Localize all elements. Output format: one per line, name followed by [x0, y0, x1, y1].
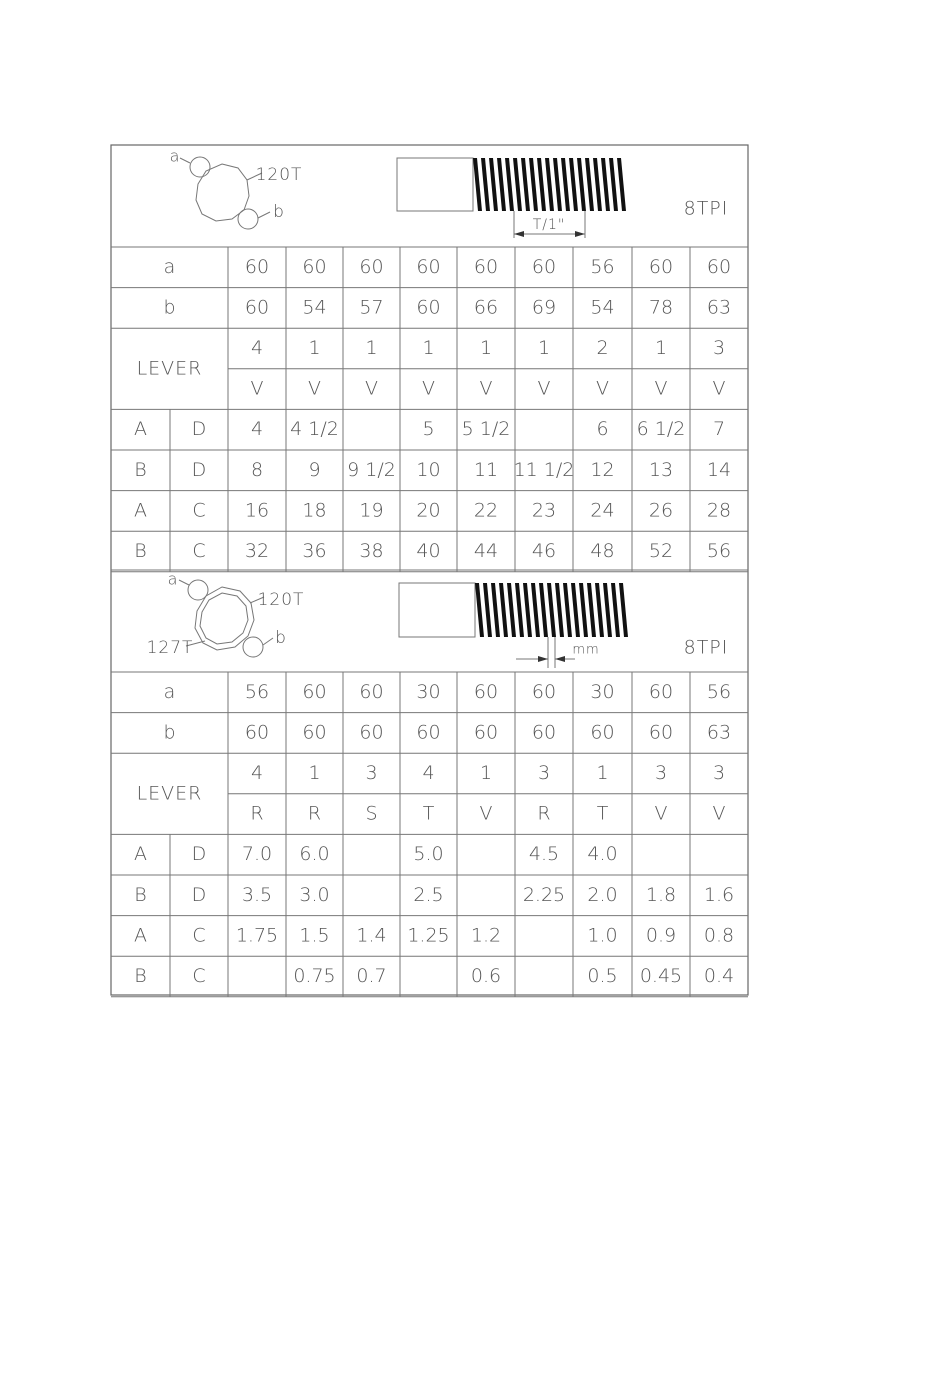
feed-selector-label: D: [191, 883, 207, 906]
pitch-value: 9: [308, 458, 321, 481]
lever-letter-value: T: [422, 802, 435, 825]
gear-b-value: 60: [359, 721, 384, 744]
gear-b-value: 63: [706, 296, 732, 319]
lever-letter-value: V: [479, 802, 493, 825]
lever-number-value: 2: [596, 337, 609, 359]
feed-selector-label: A: [134, 843, 147, 866]
lever-number-value: 4: [422, 762, 435, 784]
pitch-value: 0.6: [470, 965, 502, 987]
pitch-value: 19: [359, 499, 384, 522]
pitch-value: 20: [416, 499, 441, 522]
feed-selector-label: C: [192, 924, 206, 947]
feed-selector-label: D: [191, 843, 207, 866]
gear-b-value: 54: [302, 296, 327, 319]
gear-a-value: 56: [590, 255, 615, 278]
pitch-value: 1.5: [299, 924, 330, 947]
feed-selector-label: D: [191, 458, 207, 481]
gear-120t-label: 120T: [257, 590, 305, 610]
pitch-value: 1.4: [356, 924, 387, 947]
lever-letter-value: V: [596, 377, 609, 400]
pitch-value: 4.0: [587, 843, 618, 866]
lever-letter-value: V: [537, 377, 551, 400]
pitch-value: 0.4: [703, 965, 735, 987]
section-2-header: [147, 570, 729, 669]
lever-letter-value: R: [537, 802, 551, 825]
pitch-value: 0.9: [645, 924, 677, 947]
gear-b-value: 66: [473, 296, 499, 319]
gear-b-value: 60: [531, 721, 557, 744]
gear-b-value: 60: [244, 296, 270, 319]
pitch-value: 32: [244, 540, 270, 562]
pitch-value: 0.5: [587, 965, 618, 987]
gear-a-value: 60: [302, 255, 327, 278]
feed-selector-label: A: [134, 499, 147, 522]
pitch-value: 4: [250, 418, 264, 441]
pitch-value: 6.0: [299, 843, 330, 866]
lever-letter-value: V: [422, 377, 435, 400]
thread-diagram: [397, 158, 626, 238]
gear-a-value: 60: [648, 680, 674, 703]
pitch-value: 28: [706, 499, 732, 522]
gear-a-value: 60: [473, 680, 499, 703]
feed-selector-label: C: [192, 965, 206, 987]
pitch-value: 2.5: [413, 883, 444, 906]
tpi-label: 8TPI: [683, 197, 729, 220]
lever-number-value: 1: [537, 337, 551, 359]
arrow-right-icon: [575, 231, 585, 237]
gear-a-value: 30: [590, 680, 615, 703]
gear-a-value: 60: [244, 255, 270, 278]
lever-number-value: 1: [308, 337, 321, 359]
pitch-value: 12: [590, 458, 615, 481]
row-label-b: b: [163, 721, 176, 744]
lever-number-value: 1: [479, 762, 493, 784]
lever-letter-value: V: [654, 802, 668, 825]
feed-selector-label: C: [192, 540, 206, 562]
pitch-value: 56: [706, 540, 732, 562]
lever-letter-value: V: [654, 377, 668, 400]
section-1-header: [170, 147, 729, 239]
arrow-left-icon: [514, 231, 524, 237]
gear-b-icon: [238, 209, 258, 229]
pitch-value: 24: [590, 499, 615, 522]
pitch-value: 0.75: [293, 965, 336, 987]
pitch-value: 14: [706, 458, 732, 481]
pitch-value: 7: [712, 418, 726, 441]
gear-a-value: 60: [359, 680, 384, 703]
pitch-value: 3.0: [299, 883, 330, 906]
gear-b-label: b: [275, 628, 287, 648]
pitch-value: 16: [244, 499, 270, 522]
gear-a-icon: [190, 157, 210, 177]
feed-selector-label: A: [134, 924, 147, 947]
lever-letter-value: V: [365, 377, 378, 400]
lever-number-value: 1: [479, 337, 493, 359]
gear-tables: [111, 247, 748, 997]
row-label-a: a: [163, 255, 176, 278]
pitch-value: 52: [648, 540, 674, 562]
gear-a-value: 60: [302, 680, 327, 703]
pitch-value: 1.8: [645, 883, 677, 906]
lever-letter-value: R: [250, 802, 264, 825]
pitch-value: 5.0: [413, 843, 444, 866]
feed-selector-label: B: [134, 540, 147, 562]
pitch-value: 26: [648, 499, 674, 522]
gear-127t-icon: [200, 593, 248, 644]
arrow-left-icon: [555, 656, 565, 662]
pitch-value: 0.45: [639, 965, 683, 987]
gear-a-label: a: [169, 146, 181, 166]
gear-b-value: 60: [473, 721, 499, 744]
pitch-value: 22: [473, 499, 499, 522]
gear-b-value: 63: [706, 721, 732, 744]
pitch-value: 10: [416, 458, 441, 481]
pitch-value: 4 1/2: [290, 418, 339, 441]
pitch-value: 23: [531, 499, 557, 522]
lever-letter-value: V: [250, 377, 264, 400]
gear-train-diagram: [170, 147, 303, 230]
gear-a-value: 60: [416, 255, 441, 278]
pitch-value: 2.25: [522, 883, 566, 906]
gear-b-value: 57: [359, 296, 384, 319]
lever-number-value: 1: [596, 762, 609, 784]
lever-number-value: 1: [308, 762, 321, 784]
pitch-value: 11: [473, 458, 499, 481]
pitch-value: 7.0: [241, 843, 273, 866]
lever-number-value: 1: [365, 337, 378, 359]
pitch-value: 8: [250, 458, 264, 481]
gear-b-value: 60: [648, 721, 674, 744]
row-label-lever: LEVER: [136, 357, 203, 380]
arrow-right-icon: [538, 656, 548, 662]
lever-number-value: 3: [654, 762, 668, 784]
pitch-value: 1.0: [587, 924, 618, 947]
gear-b-value: 69: [531, 296, 557, 319]
pitch-value: 13: [648, 458, 674, 481]
pitch-value: 5 1/2: [461, 418, 511, 441]
lever-number-value: 3: [712, 762, 726, 784]
lever-number-value: 1: [422, 337, 435, 359]
gear-a-value: 56: [706, 680, 732, 703]
lever-letter-value: R: [307, 802, 322, 825]
pitch-value: 5: [422, 418, 435, 441]
pitch-value: 4.5: [528, 843, 560, 866]
gear-b-label: b: [273, 202, 285, 222]
gear-b-value: 60: [416, 296, 441, 319]
pitch-value: 6 1/2: [636, 418, 686, 441]
thread-diagram: [399, 583, 628, 668]
gear-a-value: 56: [244, 680, 270, 703]
lever-letter-value: V: [712, 802, 726, 825]
row-label-a: a: [163, 680, 176, 703]
tpi-label: 8TPI: [683, 636, 729, 659]
lever-letter-value: V: [712, 377, 726, 400]
lever-number-value: 1: [654, 337, 668, 359]
pitch-value: 3.5: [241, 883, 273, 906]
pitch-value: 11 1/2: [513, 458, 575, 481]
gear-a-value: 60: [359, 255, 384, 278]
lever-number-value: 4: [250, 337, 264, 359]
feed-selector-label: B: [134, 883, 147, 906]
feed-selector-label: B: [134, 458, 147, 481]
gear-b-value: 54: [590, 296, 615, 319]
gear-b-value: 60: [302, 721, 327, 744]
row-label-lever: LEVER: [136, 782, 203, 805]
gear-120t-label: 120T: [255, 165, 303, 185]
feed-selector-label: D: [191, 418, 207, 441]
pitch-value: 46: [531, 540, 557, 562]
pitch-value: 1.6: [703, 883, 735, 906]
gear-b-value: 60: [244, 721, 270, 744]
pitch-value: 40: [416, 540, 441, 562]
gear-a-value: 60: [648, 255, 674, 278]
gear-a-value: 60: [706, 255, 732, 278]
lever-number-value: 3: [712, 337, 726, 359]
pitch-value: 6: [596, 418, 609, 441]
pitch-value: 1.75: [235, 924, 279, 947]
pitch-value: 2.0: [587, 883, 618, 906]
gear-a-value: 30: [416, 680, 441, 703]
lever-letter-value: V: [308, 377, 321, 400]
pitch-value: 38: [359, 540, 384, 562]
gear-train-diagram: [147, 570, 305, 659]
row-label-b: b: [163, 296, 176, 319]
lever-number-value: 3: [537, 762, 551, 784]
gear-a-value: 60: [531, 255, 557, 278]
gear-a-value: 60: [473, 255, 499, 278]
pitch-value: 0.7: [356, 965, 387, 987]
gear-127t-label: 127T: [146, 638, 194, 658]
pitch-value: 48: [590, 540, 615, 562]
feed-selector-label: C: [192, 499, 206, 522]
thread-profile-icon: [473, 158, 626, 211]
lever-letter-value: V: [479, 377, 493, 400]
gear-b-value: 60: [416, 721, 441, 744]
gear-b-value: 60: [590, 721, 615, 744]
gear-a-label: a: [167, 569, 179, 589]
pitch-value: 44: [473, 540, 499, 562]
lever-number-value: 4: [250, 762, 264, 784]
pitch-value: 36: [302, 540, 327, 562]
pitch-value: 0.8: [703, 924, 735, 947]
gear-b-icon: [243, 637, 263, 657]
gear-b-value: 78: [648, 296, 674, 319]
lever-letter-value: S: [365, 802, 378, 825]
pitch-value: 1.25: [407, 924, 450, 947]
pitch-value: 18: [302, 499, 327, 522]
pitch-value: 9 1/2: [347, 458, 396, 481]
gear-a-value: 60: [531, 680, 557, 703]
lever-letter-value: T: [596, 802, 609, 825]
pitch-value: 1.2: [470, 924, 502, 947]
pitch-dimension-label: T/1": [532, 217, 566, 233]
feed-selector-label: B: [134, 965, 147, 987]
pitch-dimension-label: mm: [572, 642, 600, 658]
feed-selector-label: A: [134, 418, 147, 441]
thread-profile-icon: [475, 583, 628, 637]
lever-number-value: 3: [365, 762, 378, 784]
